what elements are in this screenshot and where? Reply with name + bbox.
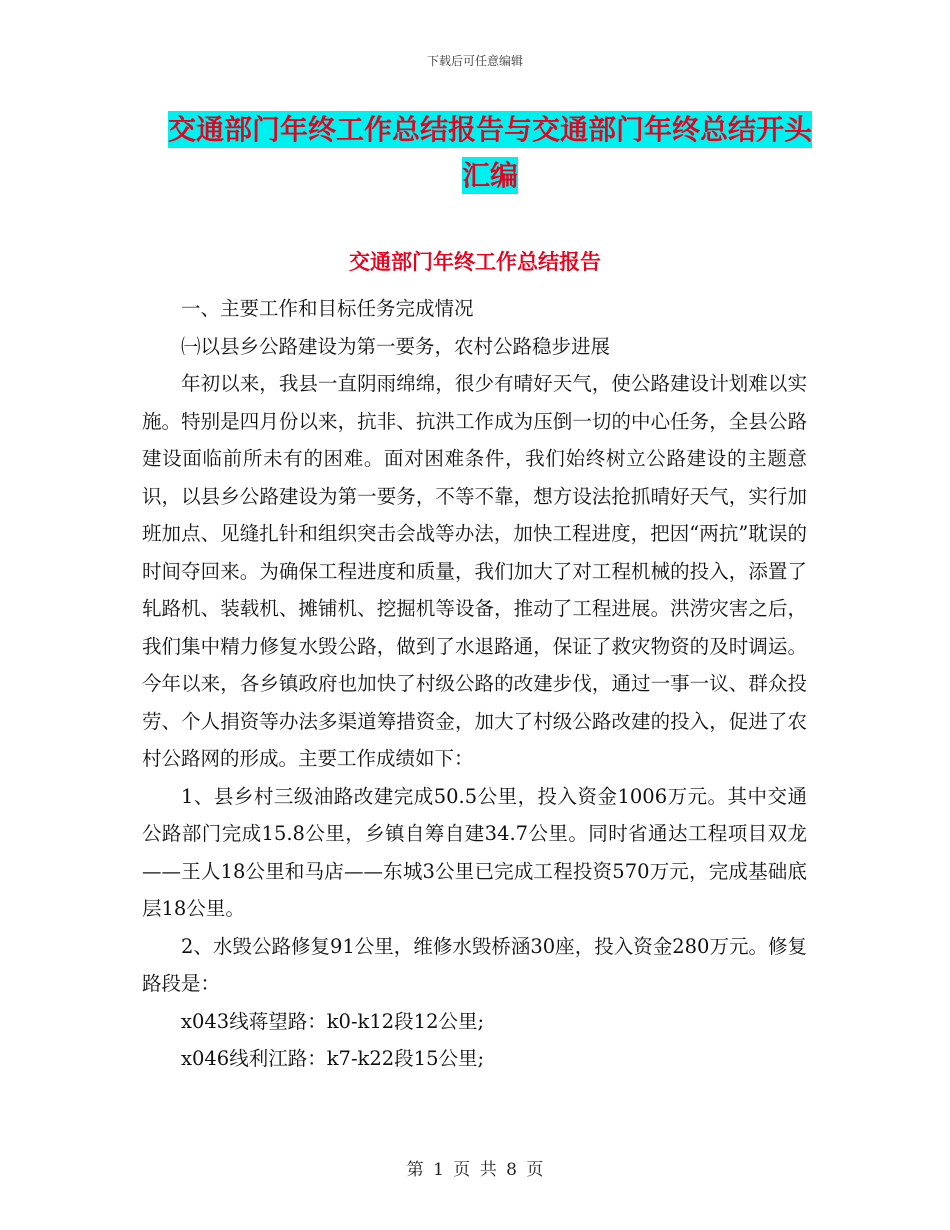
section-title: 交通部门年终工作总结报告 xyxy=(349,250,601,274)
document-title xyxy=(140,107,840,199)
paragraph-heading-2: ㈠以县乡公路建设为第一要务，农村公路稳步进展 xyxy=(181,334,611,358)
page-header: 下载后可任意编辑 xyxy=(426,54,523,68)
paragraph-road-x043: x043线蒋望路：k0-k12段12公里; xyxy=(181,1009,485,1033)
document-title-line-2: 汇编 xyxy=(461,159,518,192)
page-footer: 第 1 页 共 8 页 xyxy=(406,1160,544,1180)
paragraph-item-1: 1、县乡村三级油路改建完成50.5公里，投入资金1006万元。其中交通公路部门完成15.8公里，乡镇自筹自建34.7公里。同时省通达工程项目双龙——王人18公里和马店——东城3公里已完成工程投资570万元，完成基础底层18公里。 xyxy=(142,784,807,920)
paragraph-item-2: 2、水毁公路修复91公里，维修水毁桥涵30座，投入资金280万元。修复路段是： xyxy=(142,934,807,995)
paragraph-heading-1: 一、主要工作和目标任务完成情况 xyxy=(181,297,474,320)
body-text xyxy=(142,290,807,1078)
document-title-line-1: 交通部门年终工作总结报告与交通部门年终总结开头 xyxy=(167,113,812,146)
paragraph-road-x046: x046线利江路：k7-k22段15公里; xyxy=(181,1047,485,1070)
paragraph-intro: 年初以来，我县一直阴雨绵绵，很少有晴好天气，使公路建设计划难以实施。特别是四月份以来，抗非、抗洪工作成为压倒一切的中心任务，全县公路建设面临前所未有的困难。面对困难条件，我们始终树立公路建设的主题意识，以县乡公路建设为第一要务，不等不靠，想方设法抢抓晴好天气，实行加班加点、见缝扎针和组织突击会战等办法，加快工程进度，把因“两抗”耽误的时间夺回来。为确保工程进度和质量，我们加大了对工程机械的投入，添置了轧路机、装载机、摊铺机、挖掘机等设备，推动了工程进展。洪涝灾害之后，我们集中精力修复水毁公路，做到了水退路通，保证了救灾物资的及时调运。今年以来，各乡镇政府也加快了村级公路的改建步伐，通过一事一议、群众投劳、个人捐资等办法多渠道筹措资金，加大了村级公路改建的投入，促进了农村公路网的形成。主要工作成绩如下： xyxy=(142,372,807,770)
